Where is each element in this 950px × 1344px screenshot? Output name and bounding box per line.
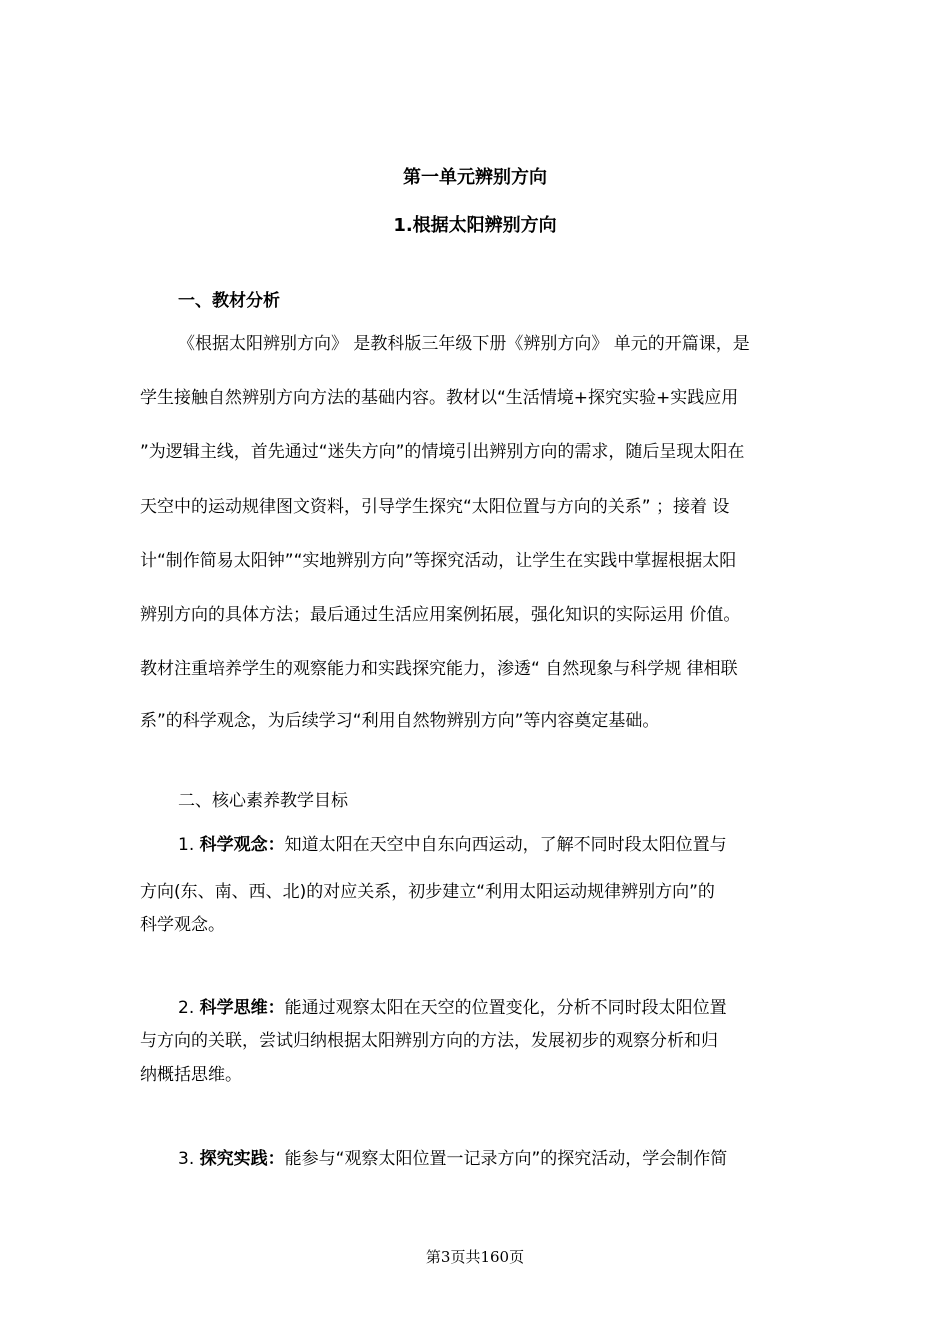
goal-1-first-line bbox=[178, 834, 727, 856]
goal-line: 科学观念。 bbox=[140, 915, 225, 935]
page-number-footer: 第3页共160页 bbox=[425, 1248, 525, 1266]
goal-number: 2. bbox=[178, 998, 195, 1018]
goal-number: 3. bbox=[178, 1149, 195, 1169]
lesson-title: 1.根据太阳辨别方向 bbox=[393, 215, 557, 236]
paragraph-line: 学生接触自然辨别方向方法的基础内容。教材以“生活情境+探究实验+实践应用 bbox=[140, 388, 739, 408]
paragraph-line: 天空中的运动规律图文资料，引导学生探究“太阳位置与方向的关系” ；接着 设 bbox=[140, 497, 730, 517]
goal-line: 与方向的关联，尝试归纳根据太阳辨别方向的方法，发展初步的观察分析和归 bbox=[140, 1031, 718, 1051]
goal-3-first-line bbox=[178, 1148, 727, 1170]
section1-heading: 一、教材分析 bbox=[178, 291, 280, 311]
goal-line: 方向(东、南、西、北)的对应关系，初步建立“利用太阳运动规律辨别方向”的 bbox=[140, 882, 715, 902]
section2-heading: 二、核心素养教学目标 bbox=[178, 791, 348, 811]
paragraph-line: 教材注重培养学生的观察能力和实践探究能力，渗透“ 自然现象与科学规 律相联 bbox=[140, 659, 738, 679]
goal-line: 纳概括思维。 bbox=[140, 1065, 242, 1085]
goal-text: 知道太阳在天空中自东向西运动，了解不同时段太阳位置与 bbox=[284, 835, 727, 855]
paragraph-line: ”为逻辑主线，首先通过“迷失方向”的情境引出辨别方向的需求，随后呈现太阳在 bbox=[140, 442, 745, 462]
goal-2-first-line bbox=[178, 997, 727, 1019]
paragraph-line: 系”的科学观念，为后续学习“利用自然物辨别方向”等内容奠定基础。 bbox=[140, 711, 660, 731]
paragraph-line: 《根据太阳辨别方向》 是教科版三年级下册《辨别方向》 单元的开篇课，是 bbox=[178, 334, 750, 354]
goal-label: 科学思维： bbox=[199, 998, 285, 1018]
paragraph-line: 辨别方向的具体方法；最后通过生活应用案例拓展，强化知识的实际运用 价值。 bbox=[140, 605, 741, 625]
goal-text: 能参与“观察太阳位置一记录方向”的探究活动，学会制作简 bbox=[284, 1149, 728, 1169]
goal-number: 1. bbox=[178, 835, 195, 855]
goal-label: 科学观念： bbox=[199, 835, 285, 855]
unit-title: 第一单元辨别方向 bbox=[403, 167, 547, 188]
goal-label: 探究实践： bbox=[199, 1149, 285, 1169]
goal-text: 能通过观察太阳在天空的位置变化，分析不同时段太阳位置 bbox=[284, 998, 727, 1018]
paragraph-line: 计“制作简易太阳钟”“实地辨别方向”等探究活动，让学生在实践中掌握根据太阳 bbox=[140, 551, 737, 571]
